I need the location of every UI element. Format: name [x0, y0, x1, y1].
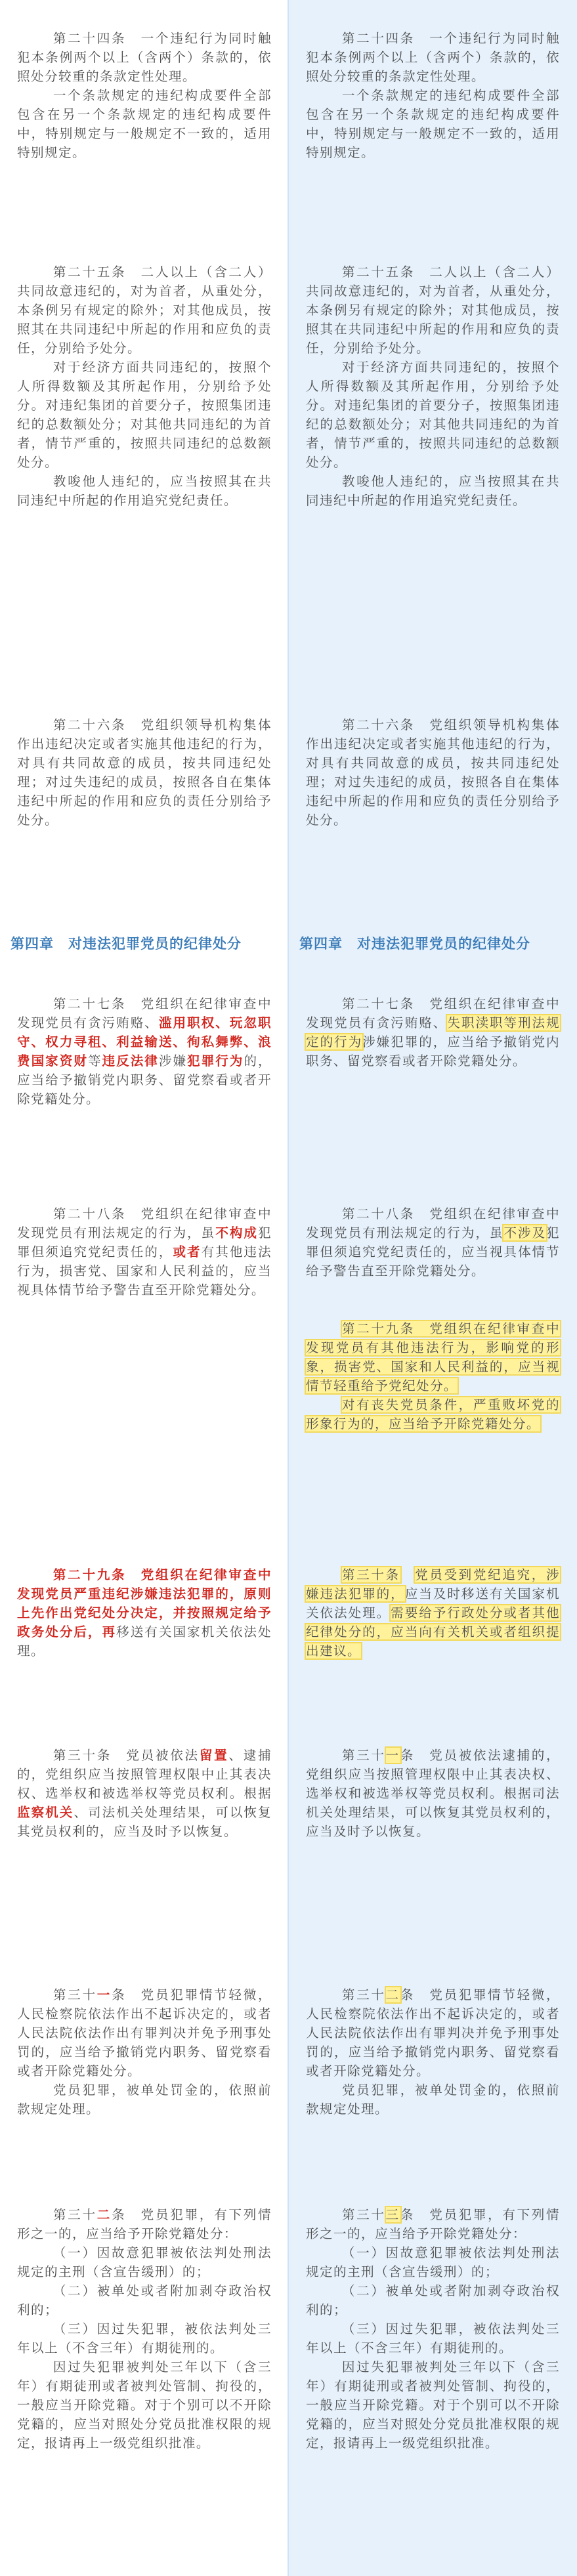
right-column-revised-text [289, 0, 577, 2576]
left-article-29 [0, 1565, 289, 1660]
left-a27-red-2: 违反法律 [102, 1053, 159, 1068]
right-article-30 [289, 1565, 577, 1660]
right-article-24 [289, 29, 577, 162]
left-a27-p1 [17, 994, 272, 1109]
right-a29-highlight-1: 第二十九条 党组织在纪律审查中发现党员有其他违法行为，影响党的形象，损害党、国家和人民利益的，应当视情节轻重给予党纪处分。 [306, 1321, 560, 1393]
right-a33-text-2: 条 党员犯罪，有下列情形之一的，应当给予开除党籍处分： [306, 2207, 561, 2241]
left-a25-p3: 教唆他人违纪的，应当按照其在共同违纪中所起的作用追究党纪责任。 [17, 474, 272, 508]
left-a25-p2: 对于经济方面共同违纪的，按照个人所得数额及其所起作用，分别给予处分。对违纪集团的首要分子，按照集团违纪的总数额处分；对其他共同违纪的为首者，情节严重的，按照共同违纪的总数额处分。 [17, 360, 272, 470]
left-a24-p1: 第二十四条 一个违纪行为同时触犯本条例两个以上（含两个）条款的，依照处分较重的条款定性处理。 [17, 31, 272, 84]
right-article-32 [289, 1985, 577, 2119]
left-article-31 [0, 1985, 289, 2119]
left-a32-item-3: （三）因过失犯罪，被依法判处三年以上（不含三年）有期徒刑的。 [17, 2321, 272, 2355]
right-a28-p1 [306, 1204, 560, 1280]
left-a29-text-1: 移送有关国家机关依法处理。 [17, 1624, 272, 1658]
right-chapter-heading: 第四章 对违法犯罪党员的纪律处分 [299, 936, 530, 952]
left-article-32 [0, 2205, 289, 2453]
right-a30-p1 [306, 1565, 560, 1660]
right-a33-text-1: 第三十 [341, 2207, 386, 2222]
left-chapter-heading: 第四章 对违法犯罪党员的纪律处分 [11, 936, 242, 952]
left-a29-p1 [17, 1565, 272, 1660]
left-a31-p2: 党员犯罪，被单处罚金的，依照前款规定处理。 [17, 2082, 272, 2117]
right-article-26 [289, 715, 577, 830]
left-a30-p1 [17, 1746, 272, 1841]
left-a31-text-2: 条 党员犯罪情节轻微，人民检察院依法作出不起诉决定的，或者人民法院依法作出有罪判决并免予刑事处罚的，应当给予撤销党内职务、留党察看或者开除党籍处分。 [17, 1987, 272, 2079]
left-a31-text-1: 第三十 [53, 1987, 97, 2002]
left-a32-red-1: 二 [96, 2207, 112, 2222]
right-a30-text-1 [400, 1567, 415, 1582]
left-a30-text-3: 、司法机关处理结果，可以恢复其党员权利的，应当及时予以恢复。 [17, 1805, 272, 1839]
left-a32-p1 [17, 2205, 272, 2243]
left-a27-text-4: 的，应当给予撤销党内职务、留党察看或者开除党籍处分。 [17, 1053, 272, 1107]
left-a31-red-1: 一 [96, 1987, 112, 2002]
left-a27-red-3: 犯罪行为 [187, 1053, 244, 1068]
left-a30-red-2: 监察机关 [17, 1805, 74, 1820]
left-a32-item-2: （二）被单处或者附加剥夺政治权利的； [17, 2283, 272, 2317]
right-a33-item-3: （三）因过失犯罪，被依法判处三年以上（不含三年）有期徒刑的。 [306, 2321, 560, 2355]
right-a25-p3: 教唆他人违纪的，应当按照其在共同违纪中所起的作用追究党纪责任。 [306, 474, 560, 508]
left-a28-text-3: 有其他违法行为，损害党、国家和人民利益的，应当视具体情节给予警告直至开除党籍处分。 [17, 1244, 272, 1298]
right-article-31 [289, 1746, 577, 1841]
left-a27-text-3: 涉嫌 [158, 1053, 188, 1068]
left-a25-p1: 第二十五条 二人以上（含二人）共同故意违纪的，对为首者，从重处分，本条例另有规定的除外；对其他成员，按照其在共同违纪中所起的作用和应负的责任，分别给予处分。 [17, 264, 272, 356]
right-a33-item-2: （二）被单处或者附加剥夺政治权利的； [306, 2283, 560, 2317]
left-a32-item-1: （一）因故意犯罪被依法判处刑法规定的主刑（含宣告缓刑）的； [17, 2245, 272, 2279]
left-a28-text-2: 犯罪但须追究党纪责任的， [17, 1225, 272, 1259]
right-a27-p1 [306, 994, 560, 1070]
left-a30-text-1: 第三十条 党员被依法 [53, 1748, 200, 1763]
right-a32-p1 [306, 1985, 560, 2080]
left-article-30 [0, 1746, 289, 1841]
right-article-33 [289, 2205, 577, 2453]
right-a32-highlight-1: 二 [385, 1987, 400, 2002]
right-a27-text-1: 第二十七条 党组织在纪律审查中发现党员有贪污贿赂、 [306, 996, 560, 1030]
right-article-27 [289, 994, 577, 1070]
right-article-28 [289, 1204, 577, 1280]
left-article-25 [0, 263, 289, 510]
left-a32-text-2: 条 党员犯罪，有下列情形之一的，应当给予开除党籍处分： [17, 2207, 272, 2241]
left-a30-text-2: 、逮捕的，党组织应当按照管理权限中止其表决权、选举权和被选举权等党员权利。根据 [17, 1748, 272, 1801]
right-a28-text-1: 第二十八条 党组织在纪律审查中发现党员有刑法规定的行为，虽 [306, 1206, 560, 1240]
right-a26-p1: 第二十六条 党组织领导机构集体作出违纪决定或者实施其他违纪的行为，对具有共同故意的成员，按共同违纪处理；对过失违纪的成员，按照各自在集体违纪中所起的作用和应负的责任分别给予处分。 [306, 717, 560, 828]
left-a28-text-1: 第二十八条 党组织在纪律审查中发现党员有刑法规定的行为，虽 [17, 1206, 272, 1240]
right-article-29 [289, 1319, 577, 1433]
right-a31-text-1: 第三十 [341, 1748, 386, 1763]
left-a29-red-1: 第二十九条 党组织在纪律审查中发现党员严重违纪涉嫌违法犯罪的，原则上先作出党纪处分决定，并按照规定给予政务处分后，再 [17, 1567, 272, 1639]
right-a33-p1 [306, 2205, 560, 2243]
right-a30-text-2: 应当及时移送有关国家机关依法处理。 [306, 1586, 560, 1620]
left-a28-red-1: 不构成 [215, 1225, 258, 1240]
left-a28-p1 [17, 1204, 272, 1299]
left-a26-p1: 第二十六条 党组织领导机构集体作出违纪决定或者实施其他违纪的行为，对具有共同故意的成员，按共同违纪处理；对过失违纪的成员，按照各自在集体违纪中所起的作用和应负的责任分别给予处分。 [17, 717, 272, 828]
right-a28-highlight-1: 不涉及 [503, 1225, 546, 1240]
left-article-27 [0, 994, 289, 1109]
right-article-25 [289, 263, 577, 510]
right-a31-p1 [306, 1746, 560, 1841]
right-a25-p2: 对于经济方面共同违纪的，按照个人所得数额及其所起作用，分别给予处分。对违纪集团的首要分子，按照集团违纪的总数额处分；对其他共同违纪的为首者，情节严重的，按照共同违纪的总数额处分。 [306, 360, 560, 470]
right-a27-text-2: 涉嫌犯罪的，应当给予撤销党内职务、留党察看或者开除党籍处分。 [306, 1034, 560, 1068]
left-article-24 [0, 29, 289, 162]
right-a30-highlight-1: 第三十条 [341, 1567, 400, 1582]
right-a33-item-1: （一）因故意犯罪被依法判处刑法规定的主刑（含宣告缓刑）的； [306, 2245, 560, 2279]
left-a32-p2: 因过失犯罪被判处三年以下（含三年）有期徒刑或者被判处管制、拘役的，一般应当开除党籍。对于个别可以不开除党籍的，应当对照处分党员批准权限的规定，报请再上一级党组织批准。 [17, 2359, 272, 2451]
right-a27-highlight-1: 失职渎职等刑法规定的行为 [306, 1015, 560, 1049]
right-a24-p2: 一个条款规定的违纪构成要件全部包含在另一个条款规定的违纪构成要件中，特别规定与一般规定不一致的，适用特别规定。 [306, 88, 560, 160]
right-a30-highlight-2: 党员受到党纪追究，涉嫌违法犯罪的， [306, 1567, 560, 1601]
left-a30-red-1: 留置 [199, 1748, 229, 1763]
right-a31-text-2: 条 党员被依法逮捕的，党组织应当按照管理权限中止其表决权、选举权和被选举权等党员权利。根据司法机关处理结果，可以恢复其党员权利的，应当及时予以恢复。 [306, 1748, 561, 1839]
right-a29-highlight-2: 对有丧失党员条件，严重败坏党的形象行为的，应当给予开除党籍处分。 [306, 1397, 560, 1431]
right-a24-p1: 第二十四条 一个违纪行为同时触犯本条例两个以上（含两个）条款的，依照处分较重的条款定性处理。 [306, 31, 560, 84]
right-a33-p2: 因过失犯罪被判处三年以下（含三年）有期徒刑或者被判处管制、拘役的，一般应当开除党籍。对于个别可以不开除党籍的，应当对照处分党员批准权限的规定，报请再上一级党组织批准。 [306, 2359, 560, 2451]
right-a33-highlight-1: 三 [385, 2207, 400, 2222]
left-article-28 [0, 1204, 289, 1299]
right-a32-text-1: 第三十 [341, 1987, 386, 2002]
left-a27-red-1: 滥用职权、玩忽职守、权力寻租、利益输送、徇私舞弊、浪费国家资财 [17, 1015, 272, 1068]
right-a25-p1: 第二十五条 二人以上（含二人）共同故意违纪的，对为首者，从重处分，本条例另有规定的除外；对其他成员，按照其在共同违纪中所起的作用和应负的责任，分别给予处分。 [306, 264, 560, 356]
left-a31-p1 [17, 1985, 272, 2080]
right-a32-p2: 党员犯罪，被单处罚金的，依照前款规定处理。 [306, 2082, 560, 2117]
right-a30-highlight-3: 需要给予行政处分或者其他纪律处分的，应当向有关机关或者组织提出建议。 [306, 1605, 560, 1658]
left-a28-red-2: 或者 [173, 1244, 202, 1259]
right-a29-p1 [306, 1319, 560, 1395]
right-a31-highlight-1: 一 [385, 1748, 400, 1763]
left-article-26 [0, 715, 289, 830]
right-a32-text-2: 条 党员犯罪情节轻微，人民检察院依法作出不起诉决定的，或者人民法院依法作出有罪判决并免予刑事处罚的，应当给予撤销党内职务、留党察看或者开除党籍处分。 [306, 1987, 561, 2079]
left-a32-text-1: 第三十 [53, 2207, 97, 2222]
left-a24-p2: 一个条款规定的违纪构成要件全部包含在另一个条款规定的违纪构成要件中，特别规定与一般规定不一致的，适用特别规定。 [17, 88, 272, 160]
right-a29-p2 [306, 1395, 560, 1433]
left-a27-text-2: 等 [87, 1053, 102, 1068]
right-a28-text-2: 犯罪但须追究党纪责任的，应当视具体情节给予警告直至开除党籍处分。 [306, 1225, 560, 1278]
left-a27-text-1: 第二十七条 党组织在纪律审查中发现党员有贪污贿赂、 [17, 996, 272, 1030]
